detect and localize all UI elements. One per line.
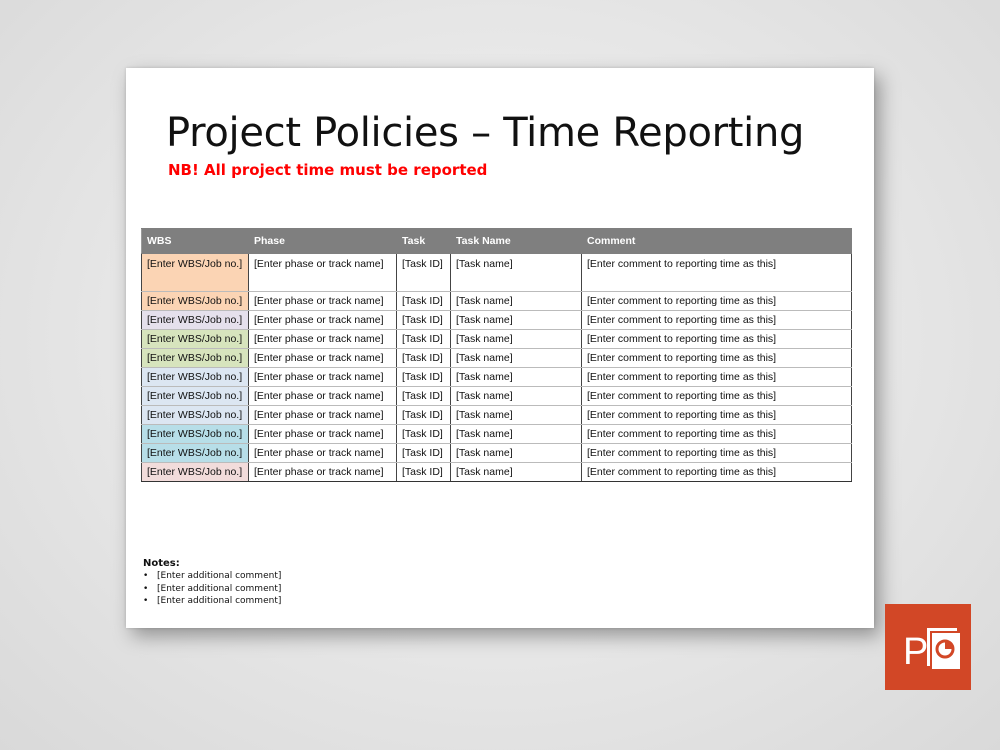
task-name-cell: [Task name] [451,444,582,463]
table-row [142,406,852,425]
table-row [142,368,852,387]
task-name-cell: [Task name] [451,463,582,482]
header-task: Task [397,229,451,254]
phase-cell: [Enter phase or track name] [249,330,397,349]
table-row [142,254,852,292]
phase-cell: [Enter phase or track name] [249,387,397,406]
task-name-cell: [Task name] [451,254,582,292]
table-header-row [142,229,852,254]
task-cell: [Task ID] [397,463,451,482]
table-row [142,330,852,349]
task-cell: [Task ID] [397,349,451,368]
header-task-name: Task Name [451,229,582,254]
wbs-cell: [Enter WBS/Job no.] [142,406,249,425]
wbs-cell: [Enter WBS/Job no.] [142,425,249,444]
task-cell: [Task ID] [397,387,451,406]
note-item: • [Enter additional comment] [157,583,281,596]
comment-cell: [Enter comment to reporting time as this] [582,425,852,444]
task-name-cell: [Task name] [451,425,582,444]
table-row [142,349,852,368]
note-item: • [Enter additional comment] [157,570,281,583]
task-cell: [Task ID] [397,368,451,387]
task-name-cell: [Task name] [451,387,582,406]
table-row [142,425,852,444]
task-cell: [Task ID] [397,425,451,444]
table-row [142,387,852,406]
comment-cell: [Enter comment to reporting time as this] [582,349,852,368]
task-name-cell: [Task name] [451,330,582,349]
header-phase: Phase [249,229,397,254]
header-comment: Comment [582,229,852,254]
comment-cell: [Enter comment to reporting time as this] [582,387,852,406]
slide-title: Project Policies – Time Reporting [166,110,805,156]
wbs-cell: [Enter WBS/Job no.] [142,292,249,311]
powerpoint-logo-graphic [885,604,971,690]
powerpoint-logo-icon [885,604,971,690]
wbs-cell: [Enter WBS/Job no.] [142,330,249,349]
wbs-cell: [Enter WBS/Job no.] [142,463,249,482]
wbs-cell: [Enter WBS/Job no.] [142,311,249,330]
comment-cell: [Enter comment to reporting time as this] [582,406,852,425]
comment-cell: [Enter comment to reporting time as this] [582,368,852,387]
task-cell: [Task ID] [397,292,451,311]
task-name-cell: [Task name] [451,292,582,311]
phase-cell: [Enter phase or track name] [249,254,397,292]
comment-cell: [Enter comment to reporting time as this] [582,444,852,463]
svg-text:P: P [903,631,929,673]
notes-list [143,570,281,608]
task-cell: [Task ID] [397,311,451,330]
task-cell: [Task ID] [397,254,451,292]
comment-cell: [Enter comment to reporting time as this] [582,292,852,311]
wbs-cell: [Enter WBS/Job no.] [142,349,249,368]
table-row [142,311,852,330]
phase-cell: [Enter phase or track name] [249,311,397,330]
phase-cell: [Enter phase or track name] [249,425,397,444]
wbs-cell: [Enter WBS/Job no.] [142,254,249,292]
wbs-cell: [Enter WBS/Job no.] [142,387,249,406]
table-row [142,463,852,482]
note-item: • [Enter additional comment] [157,595,281,608]
header-wbs: WBS [142,229,249,254]
comment-cell: [Enter comment to reporting time as this] [582,311,852,330]
task-name-cell: [Task name] [451,349,582,368]
task-name-cell: [Task name] [451,368,582,387]
wbs-cell: [Enter WBS/Job no.] [142,444,249,463]
notes-title: Notes: [143,558,180,569]
slide [126,68,874,628]
table-row [142,444,852,463]
notes-section [143,558,281,608]
slide-subtitle: NB! All project time must be reported [168,161,488,179]
phase-cell: [Enter phase or track name] [249,463,397,482]
phase-cell: [Enter phase or track name] [249,292,397,311]
phase-cell: [Enter phase or track name] [249,349,397,368]
time-reporting-table [141,228,852,482]
phase-cell: [Enter phase or track name] [249,368,397,387]
wbs-cell: [Enter WBS/Job no.] [142,368,249,387]
task-cell: [Task ID] [397,444,451,463]
task-cell: [Task ID] [397,406,451,425]
comment-cell: [Enter comment to reporting time as this] [582,330,852,349]
phase-cell: [Enter phase or track name] [249,406,397,425]
comment-cell: [Enter comment to reporting time as this] [582,463,852,482]
task-name-cell: [Task name] [451,311,582,330]
task-cell: [Task ID] [397,330,451,349]
phase-cell: [Enter phase or track name] [249,444,397,463]
comment-cell: [Enter comment to reporting time as this] [582,254,852,292]
table-row [142,292,852,311]
task-name-cell: [Task name] [451,406,582,425]
